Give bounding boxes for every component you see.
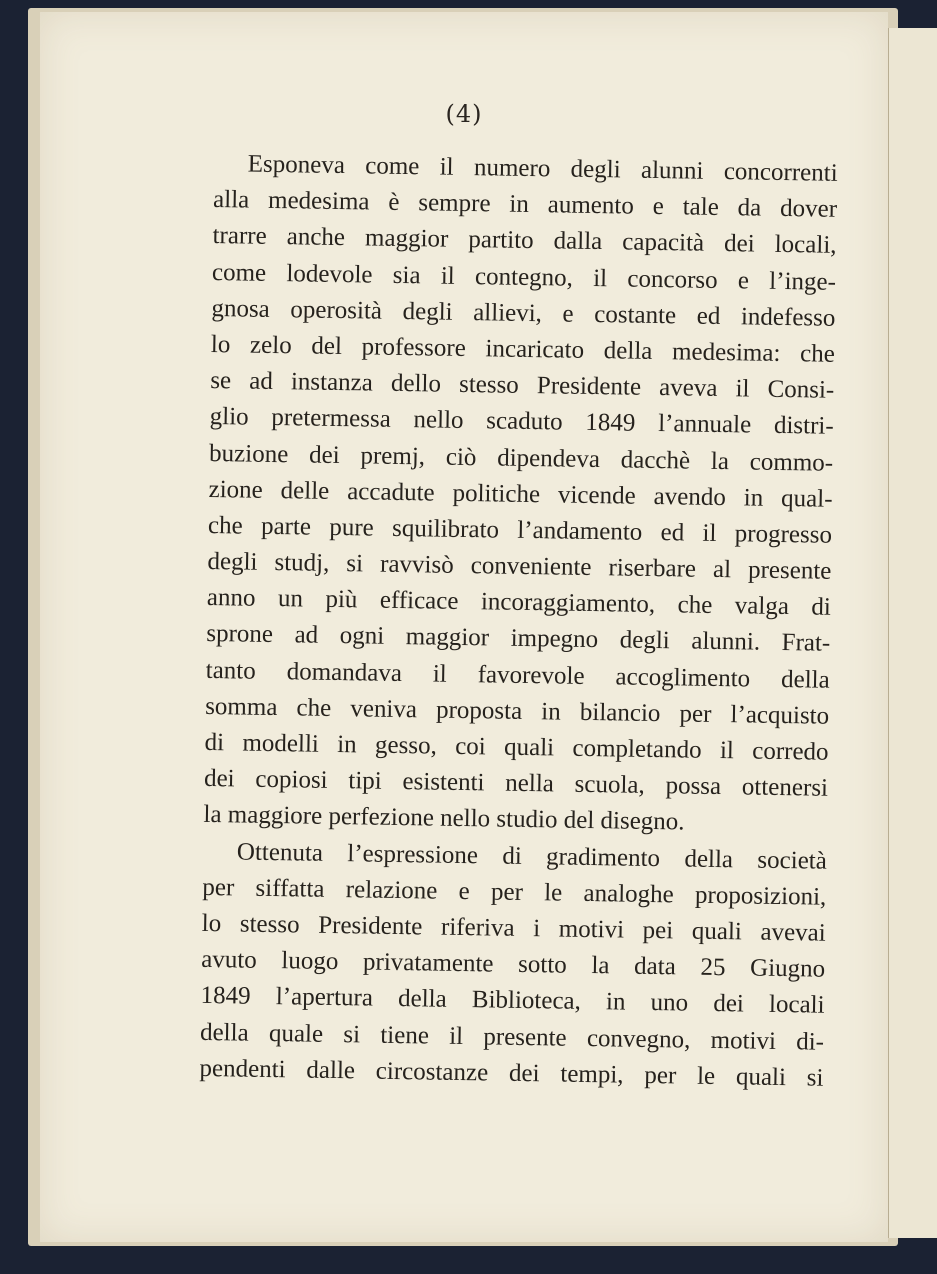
text-line: zione delle accadute politiche vicende avendo in qual- bbox=[208, 475, 833, 513]
text-line: la maggiore perfezione nello studio del disegno. bbox=[203, 801, 685, 836]
text-line: buzione dei premj, ciò dipendeva dacchè la commo- bbox=[208, 439, 834, 477]
text-line: gnosa operosità degli allievi, e costante ed indefesso bbox=[211, 294, 836, 332]
book-page bbox=[40, 12, 888, 1242]
body-text bbox=[199, 146, 838, 1097]
text-line: se ad instanza dello stesso Presidente aveva il Consi- bbox=[210, 367, 835, 404]
text-line: somma che veniva proposta in bilancio per l’acquisto bbox=[204, 692, 830, 730]
text-line: glio pretermessa nello scaduto 1849 l’annuale distri- bbox=[209, 403, 834, 441]
text-line: come lodevole sia il contegno, il concorso e l’inge- bbox=[211, 258, 837, 296]
text-line: pendenti dalle circostanze dei tempi, per le quali si bbox=[199, 1054, 824, 1092]
text-line: lo zelo del professore incaricato della medesima: che bbox=[210, 330, 836, 368]
text-line: anno un più efficace incoraggiamento, che valga di bbox=[206, 584, 832, 621]
text-line: tanto domandava il favorevole accoglimento della bbox=[205, 656, 830, 694]
text-line: della quale si tiene il presente convegno, motivi di- bbox=[199, 1018, 825, 1056]
page-number: (4) bbox=[445, 100, 483, 128]
text-line: avuto luogo privatamente sotto la data 25 Giugno bbox=[201, 946, 826, 983]
text-line: lo stesso Presidente riferiva i motivi pei quali avevai bbox=[201, 909, 826, 947]
text-line: alla medesima è sempre in aumento e tale da dover bbox=[212, 186, 838, 223]
next-page-edge bbox=[888, 28, 937, 1238]
text-line: sprone ad ogni maggior impegno degli alunni. Frat- bbox=[206, 620, 831, 658]
text-line: per siffatta relazione e per le analoghe proposizioni, bbox=[202, 873, 827, 911]
text-line: degli studj, si ravvisò conveniente riserbare al presente bbox=[207, 548, 832, 585]
text-line: Esponeva come il numero degli alunni concorrenti bbox=[247, 150, 838, 187]
text-line: di modelli in gesso, coi quali completando il corredo bbox=[204, 728, 829, 766]
text-line: che parte pure squilibrato l’andamento ed il progresso bbox=[207, 511, 833, 549]
text-line: Ottenuta l’espressione di gradimento della società bbox=[236, 838, 828, 875]
text-line: dei copiosi tipi esistenti nella scuola, possa ottenersi bbox=[203, 765, 829, 802]
text-line: 1849 l’apertura della Biblioteca, in uno dei locali bbox=[200, 982, 825, 1020]
text-line: trarre anche maggior partito dalla capacità dei locali, bbox=[212, 222, 837, 260]
